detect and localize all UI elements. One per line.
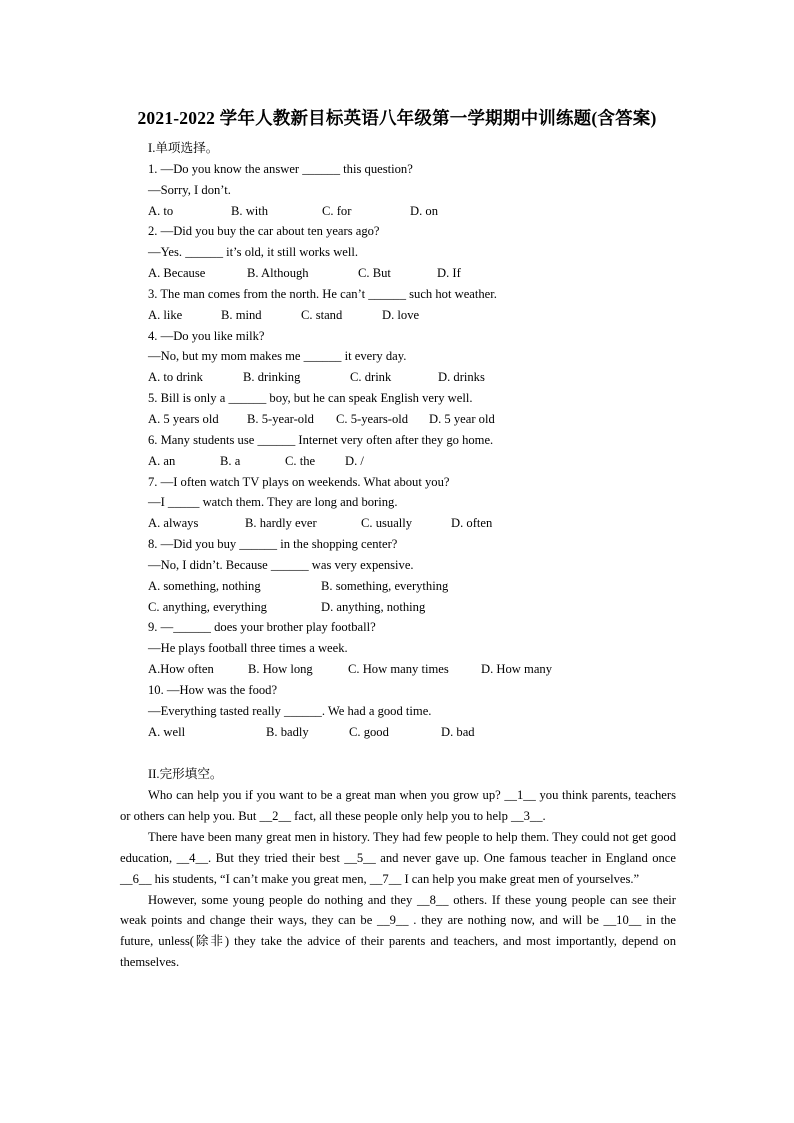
option-c: C. for — [322, 203, 352, 218]
question-line: 5. Bill is only a ______ boy, but he can speak English very well. — [148, 391, 473, 406]
options-row — [148, 263, 676, 284]
question-line: 4. —Do you like milk? — [148, 328, 265, 343]
option-b: B. Although — [247, 266, 309, 281]
option-c: C. stand — [301, 307, 343, 322]
options-row — [148, 451, 676, 472]
option-a: A. like — [148, 307, 183, 322]
options-row — [148, 367, 676, 388]
passage-paragraph: There have been many great men in history. They had few people to help them. They could not get good education, __4__. But they tried their best __5__ and never gave up. One famous teacher in England once __6__ his students, “I can’t make you great men, __7__ I can help you make great men of yourselves.” — [120, 830, 676, 886]
question-line: 6. Many students use ______ Internet very often after they go home. — [148, 432, 494, 447]
question-line: 10. —How was the food? — [148, 682, 278, 697]
option-d: D. anything, nothing — [321, 599, 426, 614]
question-line: —I _____ watch them. They are long and boring. — [148, 495, 398, 510]
option-c: C. the — [285, 453, 316, 468]
option-d: D. bad — [441, 724, 475, 739]
passage-paragraph: However, some young people do nothing and they __8__ others. If these young people can see their weak points and change their ways, they can be __9__ . they are nothing now, and will be __10__ in the future, unless(除非) they take the advice of their parents and teachers, and most importantly, depend on themselves. — [120, 892, 676, 970]
option-a: A. well — [148, 724, 186, 739]
option-c: C. drink — [350, 370, 392, 385]
options-row — [148, 576, 676, 597]
question-line: —Everything tasted really ______. We had a good time. — [148, 703, 432, 718]
options-row — [148, 305, 676, 326]
option-a: A. an — [148, 453, 176, 468]
option-b: B. 5-year-old — [247, 411, 314, 426]
document-content — [120, 138, 676, 973]
option-b: B. badly — [266, 724, 309, 739]
option-c: C. anything, everything — [148, 599, 267, 614]
question-item — [148, 534, 676, 617]
option-d: D. love — [382, 307, 420, 322]
question-item — [148, 617, 676, 680]
option-c: C. good — [349, 724, 389, 739]
options-row — [148, 659, 676, 680]
option-a: A. always — [148, 516, 199, 531]
question-item — [148, 388, 676, 430]
question-line: 8. —Did you buy ______ in the shopping center? — [148, 537, 398, 552]
question-line: —No, I didn’t. Because ______ was very expensive. — [148, 557, 414, 572]
options-row — [148, 513, 676, 534]
option-c: C. How many times — [348, 662, 449, 677]
option-c: C. 5-years-old — [336, 411, 409, 426]
option-d: D. on — [410, 203, 438, 218]
question-line: —Sorry, I don’t. — [148, 182, 231, 197]
question-line: —Yes. ______ it’s old, it still works well. — [148, 245, 359, 260]
question-item — [148, 326, 676, 389]
options-row — [148, 597, 676, 618]
question-line: 1. —Do you know the answer ______ this question? — [148, 161, 413, 176]
option-a: A. Because — [148, 266, 206, 281]
question-line: 9. —______ does your brother play football? — [148, 620, 376, 635]
option-c: C. usually — [361, 516, 413, 531]
option-d: D. drinks — [438, 370, 485, 385]
section-heading-single-choice: I.单项选择。 — [148, 141, 219, 155]
options-row — [148, 201, 676, 222]
option-c: C. But — [358, 266, 391, 281]
option-a: A. 5 years old — [148, 411, 219, 426]
option-b: B. How long — [248, 662, 313, 677]
option-d: D. How many — [481, 662, 553, 677]
option-b: B. hardly ever — [245, 516, 317, 531]
option-d: D. often — [451, 516, 493, 531]
option-b: B. with — [231, 203, 269, 218]
options-row — [148, 722, 676, 743]
option-b: B. something, everything — [321, 578, 449, 593]
option-a: A.How often — [148, 662, 214, 677]
question-item — [148, 680, 676, 743]
section-spacer — [148, 742, 676, 764]
option-d: D. / — [345, 453, 364, 468]
option-d: D. 5 year old — [429, 411, 495, 426]
question-item — [148, 221, 676, 284]
option-b: B. drinking — [243, 370, 301, 385]
document-title: 2021-2022 学年人教新目标英语八年级第一学期期中训练题(含答案) — [137, 108, 657, 128]
section-heading-cloze: II.完形填空。 — [148, 767, 223, 782]
question-item — [148, 284, 676, 326]
question-line: —No, but my mom makes me ______ it every day. — [148, 349, 407, 364]
option-d: D. If — [437, 266, 461, 281]
question-line: —He plays football three times a week. — [148, 641, 348, 656]
question-item — [148, 159, 676, 222]
option-b: B. mind — [221, 307, 262, 322]
cloze-passage — [120, 785, 676, 973]
question-item — [148, 430, 676, 472]
option-a: A. to — [148, 203, 174, 218]
passage-paragraph: Who can help you if you want to be a great man when you grow up? __1__ you think parents, teachers or others can help you. But __2__ fact, all these people only help you to help __3__. — [120, 788, 676, 824]
question-line: 3. The man comes from the north. He can’t ______ such hot weather. — [148, 286, 497, 301]
option-a: A. to drink — [148, 370, 203, 385]
option-b: B. a — [220, 453, 241, 468]
options-row — [148, 409, 676, 430]
question-line: 7. —I often watch TV plays on weekends. What about you? — [148, 474, 450, 489]
question-item — [148, 472, 676, 535]
option-a: A. something, nothing — [148, 578, 261, 593]
question-line: 2. —Did you buy the car about ten years ago? — [148, 224, 380, 239]
